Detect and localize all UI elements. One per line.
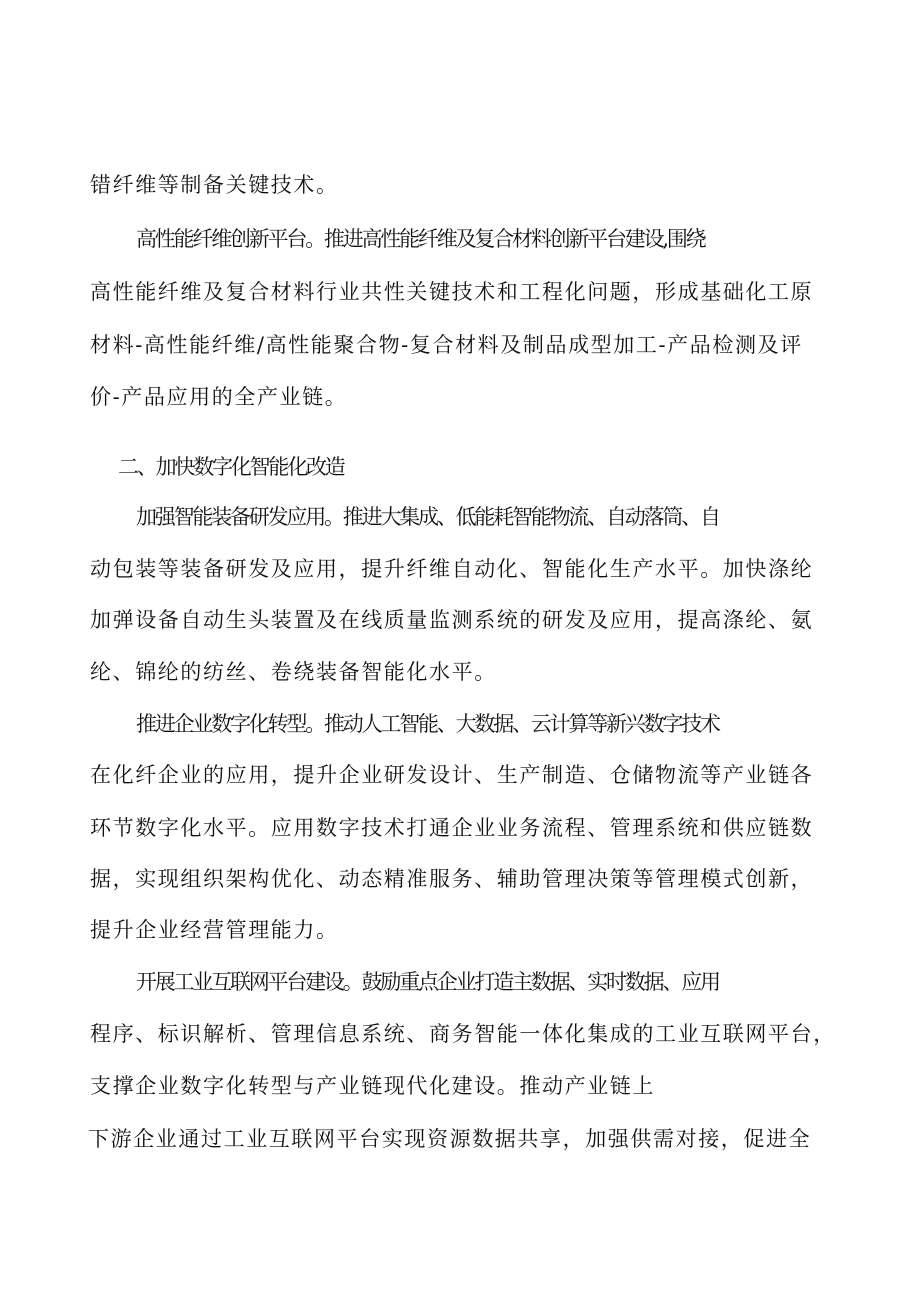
paragraph-line: 动包装等装备研发及应用，提升纤维自动化、智能化生产水平。加快涤纶 (90, 557, 814, 581)
paragraph-line: 开展工业互联网平台建设。鼓励重点企业打造主数据、实时数据、应用 (136, 970, 719, 994)
paragraph-line: 加弹设备自动生头装置及在线质量监测系统的研发及应用，提高涤纶、氨 (90, 608, 814, 632)
paragraph-line: 价-产品应用的全产业链。 (90, 385, 348, 409)
paragraph-line: 高性能纤维及复合材料行业共性关键技术和工程化问题，形成基础化工原 (90, 280, 814, 304)
paragraph-line: 加强智能装备研发应用。推进大集成、低能耗智能物流、自动落筒、自 (136, 505, 719, 529)
paragraph-line: 据，实现组织架构优化、动态精准服务、辅助管理决策等管理模式创新， (90, 867, 814, 891)
paragraph-line: 材料-高性能纤维/高性能聚合物-复合材料及制品成型加工-产品检测及评 (90, 333, 803, 357)
paragraph-line: 下游企业通过工业互联网平台实现资源数据共享，加强供需对接，促进全 (88, 1127, 812, 1151)
paragraph-line: 环节数字化水平。应用数字技术打通企业业务流程、管理系统和供应链数 (90, 816, 814, 840)
paragraph-line: 推进企业数字化转型。推动人工智能、大数据、云计算等新兴数字技术 (136, 712, 719, 736)
paragraph-line: 纶、锦纶的纺丝、卷绕装备智能化水平。 (90, 660, 497, 684)
paragraph-line: 程序、标识解析、管理信息系统、商务智能一体化集成的工业互联网平台， (90, 1022, 836, 1046)
paragraph-line: 错纤维等制备关键技术。 (90, 173, 339, 197)
paragraph-line: 高性能纤维创新平台。推进高性能纤维及复合材料创新平台建设,围绕 (136, 227, 705, 251)
section-heading: 二、加快数字化智能化改造 (118, 455, 344, 479)
paragraph-line: 在化纤企业的应用，提升企业研发设计、生产制造、仓储物流等产业链各 (90, 763, 814, 787)
paragraph-line: 提升企业经营管理能力。 (90, 918, 339, 942)
paragraph-line: 支撑企业数字化转型与产业链现代化建设。推动产业链上 (90, 1074, 655, 1098)
